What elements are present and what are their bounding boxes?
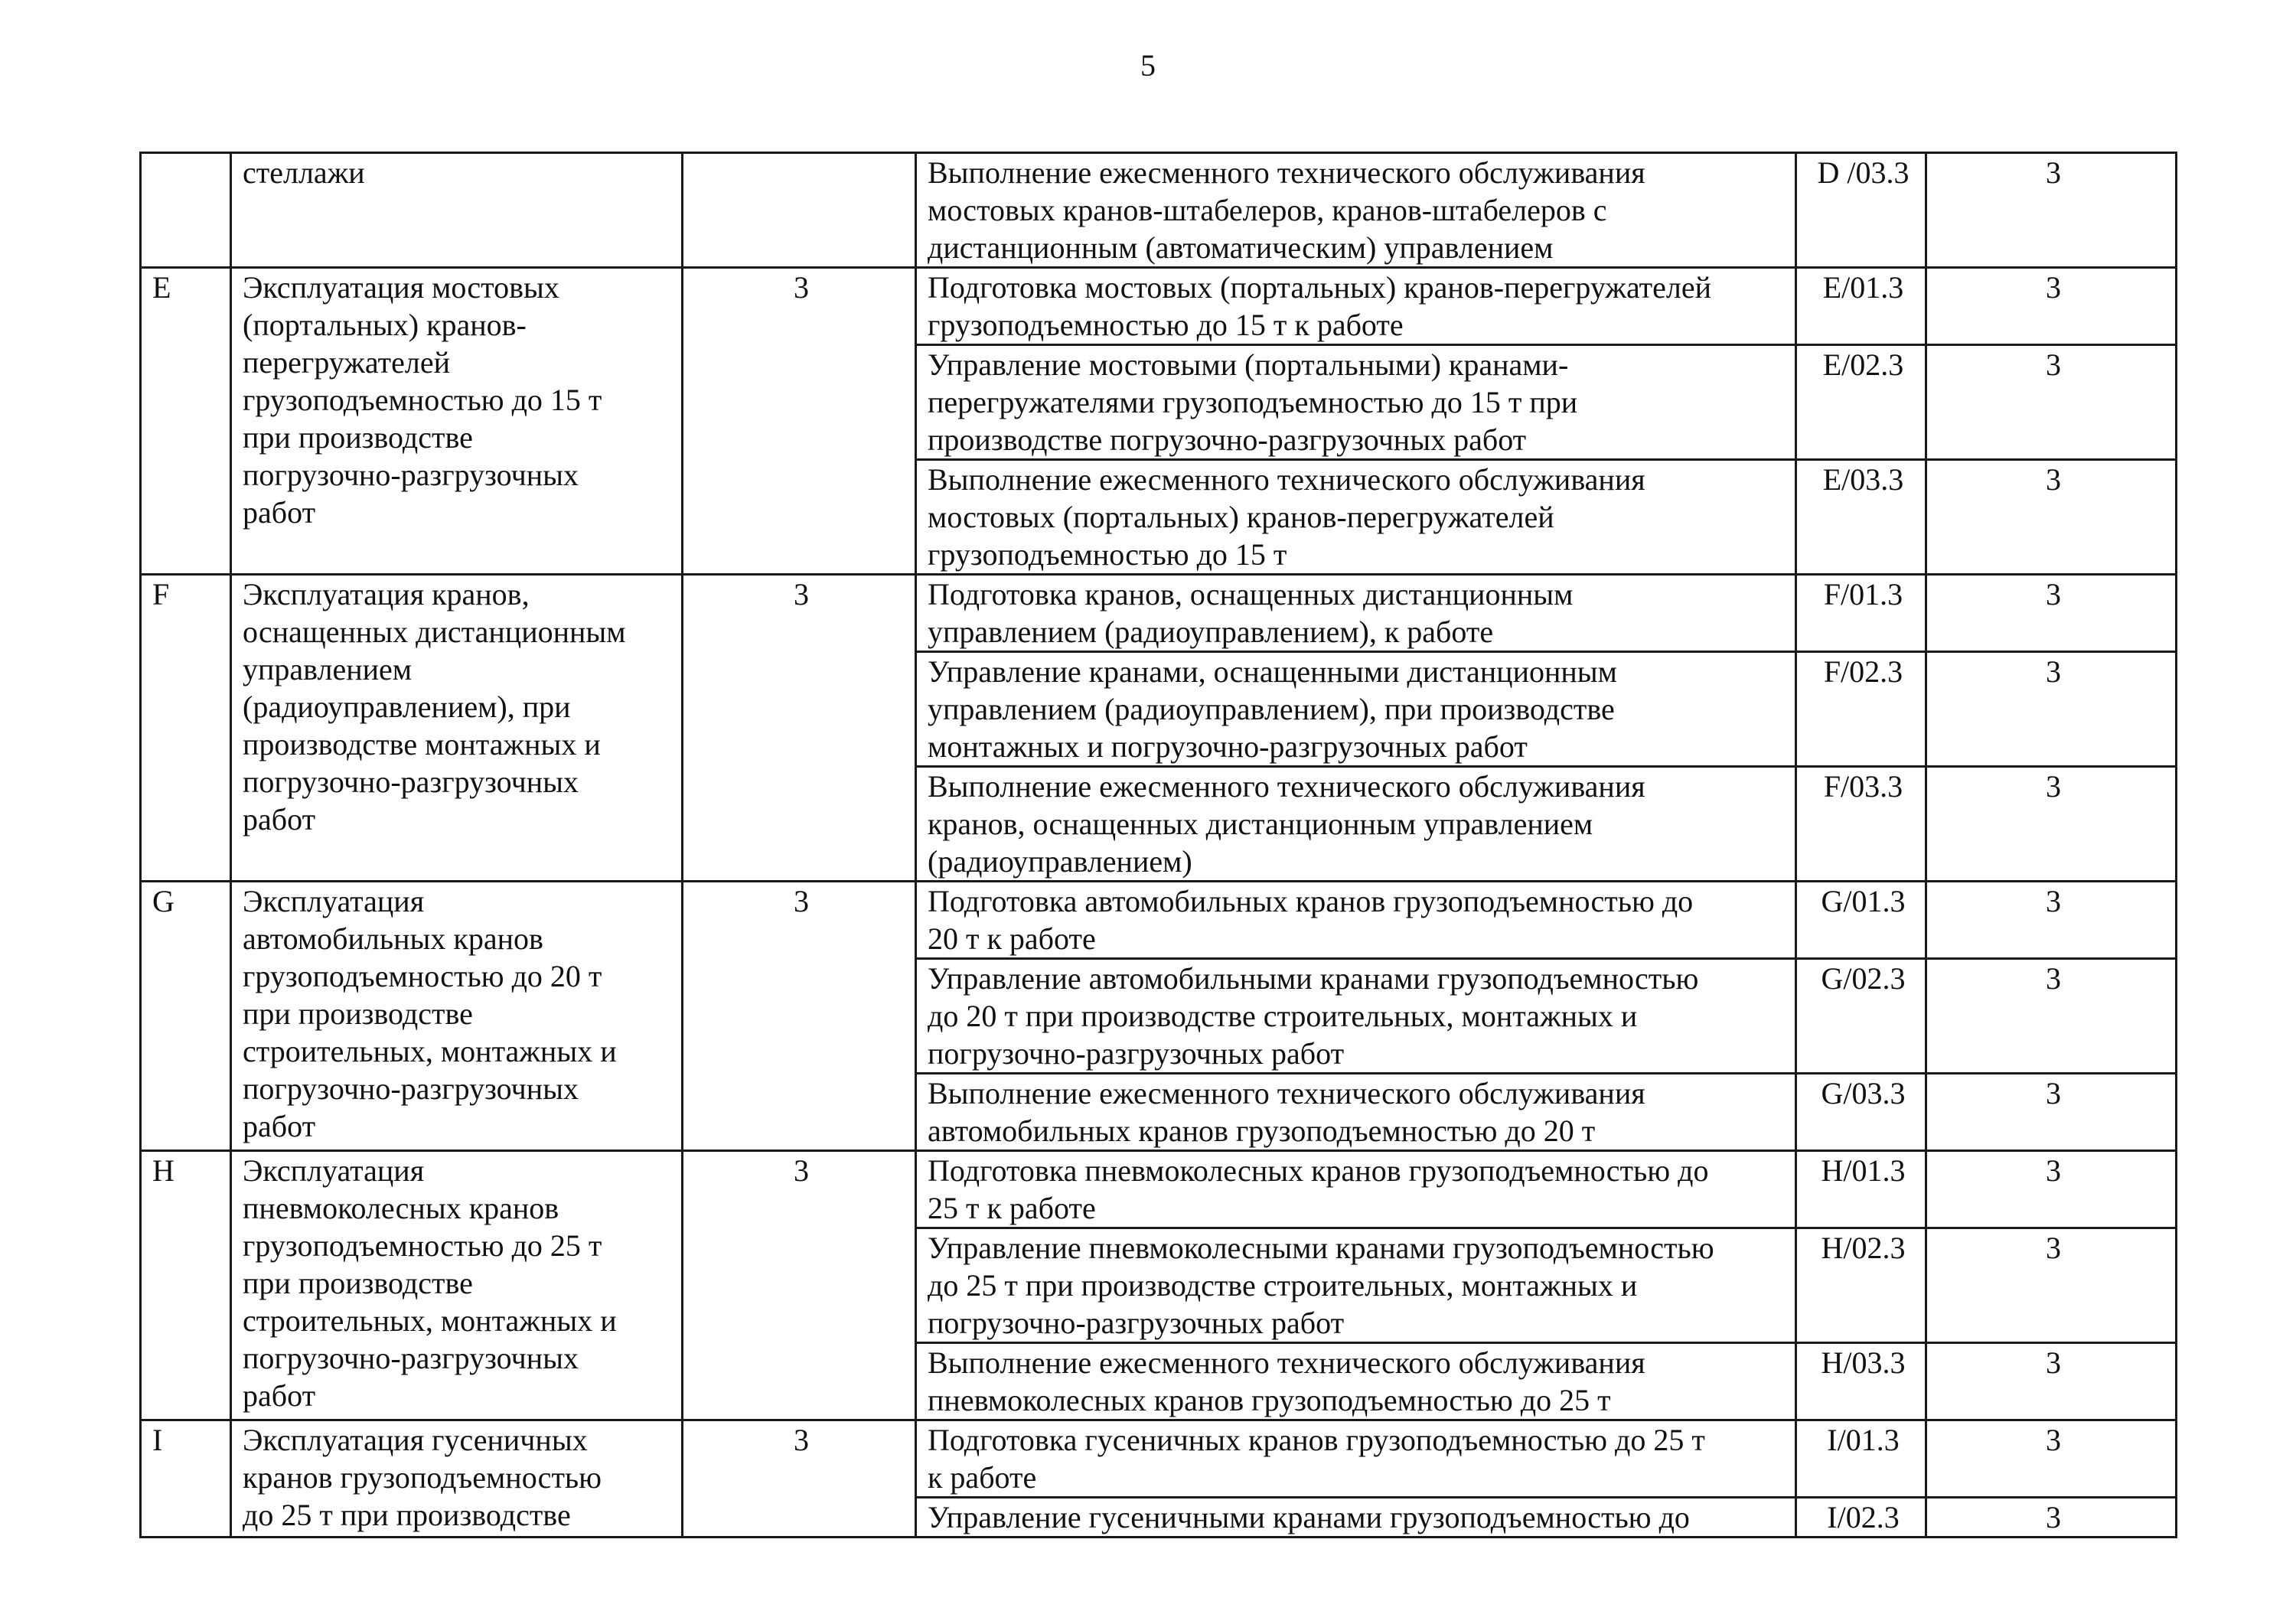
gf-name-cell: Эксплуатация кранов, оснащенных дистанционным управлением (радиоуправлением), при производстве монтажных и погрузочно-разгрузочных работ	[231, 575, 683, 882]
function-name-cell: Управление автомобильными кранами грузоподъемностью до 20 т при производстве строительных, монтажных и погрузочно-разгрузочных работ	[916, 959, 1796, 1074]
gf-name-cell: Эксплуатация пневмоколесных кранов грузоподъемностью до 25 т при производстве строительных, монтажных и погрузочно-разгрузочных работ	[231, 1151, 683, 1420]
function-code-cell: I/01.3	[1796, 1420, 1926, 1498]
gf-code-cell	[141, 153, 231, 268]
functions-table	[139, 152, 2177, 1538]
function-level-cell: 3	[1926, 1498, 2177, 1538]
gf-code-cell: G	[141, 882, 231, 1151]
function-code-cell: F/02.3	[1796, 652, 1926, 767]
function-name-cell: Подготовка мостовых (портальных) кранов-перегружателей грузоподъемностью до 15 т к работе	[916, 268, 1796, 345]
gf-code-cell: F	[141, 575, 231, 882]
function-name-cell: Выполнение ежесменного технического обслуживания пневмоколесных кранов грузоподъемностью до 25 т	[916, 1343, 1796, 1420]
function-level-cell: 3	[1926, 1074, 2177, 1151]
gf-name-cell: Эксплуатация мостовых (портальных) кранов- перегружателей грузоподъемностью до 15 т при производстве погрузочно-разгрузочных работ	[231, 268, 683, 575]
gf-level-cell	[683, 153, 916, 268]
function-level-cell: 3	[1926, 1343, 2177, 1420]
function-level-cell: 3	[1926, 652, 2177, 767]
table-row	[141, 153, 2177, 268]
gf-level-cell: 3	[683, 575, 916, 882]
function-level-cell: 3	[1926, 882, 2177, 959]
function-name-cell: Подготовка пневмоколесных кранов грузоподъемностью до 25 т к работе	[916, 1151, 1796, 1228]
gf-code-cell: H	[141, 1151, 231, 1420]
table-row	[141, 575, 2177, 652]
function-code-cell: F/01.3	[1796, 575, 1926, 652]
function-code-cell: E/01.3	[1796, 268, 1926, 345]
function-name-cell: Подготовка кранов, оснащенных дистанционным управлением (радиоуправлением), к работе	[916, 575, 1796, 652]
gf-level-cell: 3	[683, 268, 916, 575]
function-level-cell: 3	[1926, 460, 2177, 575]
function-level-cell: 3	[1926, 268, 2177, 345]
page-number: 5	[1140, 48, 1156, 83]
function-code-cell: G/03.3	[1796, 1074, 1926, 1151]
function-name-cell: Выполнение ежесменного технического обслуживания мостовых (портальных) кранов-перегружателей грузоподъемностью до 15 т	[916, 460, 1796, 575]
function-code-cell: E/02.3	[1796, 345, 1926, 460]
function-code-cell: G/02.3	[1796, 959, 1926, 1074]
function-level-cell: 3	[1926, 959, 2177, 1074]
gf-level-cell: 3	[683, 1151, 916, 1420]
table-row	[141, 268, 2177, 345]
function-name-cell: Управление пневмоколесными кранами грузоподъемностью до 25 т при производстве строительных, монтажных и погрузочно-разгрузочных работ	[916, 1228, 1796, 1343]
function-code-cell: G/01.3	[1796, 882, 1926, 959]
gf-level-cell: 3	[683, 882, 916, 1151]
function-level-cell: 3	[1926, 575, 2177, 652]
function-name-cell: Выполнение ежесменного технического обслуживания кранов, оснащенных дистанционным управлением (радиоуправлением)	[916, 767, 1796, 882]
function-code-cell: H/01.3	[1796, 1151, 1926, 1228]
function-level-cell: 3	[1926, 1228, 2177, 1343]
table-row	[141, 1420, 2177, 1498]
function-level-cell: 3	[1926, 345, 2177, 460]
gf-name-cell: Эксплуатация автомобильных кранов грузоподъемностью до 20 т при производстве строительных, монтажных и погрузочно-разгрузочных работ	[231, 882, 683, 1151]
function-name-cell: Управление гусеничными кранами грузоподъемностью до	[916, 1498, 1796, 1538]
table-row	[141, 882, 2177, 959]
function-code-cell: H/02.3	[1796, 1228, 1926, 1343]
function-name-cell: Управление мостовыми (портальными) кранами- перегружателями грузоподъемностью до 15 т при производстве погрузочно-разгрузочных работ	[916, 345, 1796, 460]
gf-code-cell: E	[141, 268, 231, 575]
function-name-cell: Подготовка гусеничных кранов грузоподъемностью до 25 т к работе	[916, 1420, 1796, 1498]
function-name-cell: Управление кранами, оснащенными дистанционным управлением (радиоуправлением), при производстве монтажных и погрузочно-разгрузочных работ	[916, 652, 1796, 767]
gf-name-cell: стеллажи	[231, 153, 683, 268]
function-code-cell: D /03.3	[1796, 153, 1926, 268]
gf-level-cell: 3	[683, 1420, 916, 1538]
function-level-cell: 3	[1926, 767, 2177, 882]
table-row	[141, 1151, 2177, 1228]
function-code-cell: I/02.3	[1796, 1498, 1926, 1538]
function-name-cell: Выполнение ежесменного технического обслуживания мостовых кранов-штабелеров, кранов-штабелеров с дистанционным (автоматическим) управлением	[916, 153, 1796, 268]
function-level-cell: 3	[1926, 1151, 2177, 1228]
function-code-cell: H/03.3	[1796, 1343, 1926, 1420]
function-level-cell: 3	[1926, 1420, 2177, 1498]
function-level-cell: 3	[1926, 153, 2177, 268]
gf-code-cell: I	[141, 1420, 231, 1538]
gf-name-cell: Эксплуатация гусеничных кранов грузоподъемностью до 25 т при производстве	[231, 1420, 683, 1538]
function-name-cell: Подготовка автомобильных кранов грузоподъемностью до 20 т к работе	[916, 882, 1796, 959]
function-name-cell: Выполнение ежесменного технического обслуживания автомобильных кранов грузоподъемностью до 20 т	[916, 1074, 1796, 1151]
function-code-cell: E/03.3	[1796, 460, 1926, 575]
function-code-cell: F/03.3	[1796, 767, 1926, 882]
